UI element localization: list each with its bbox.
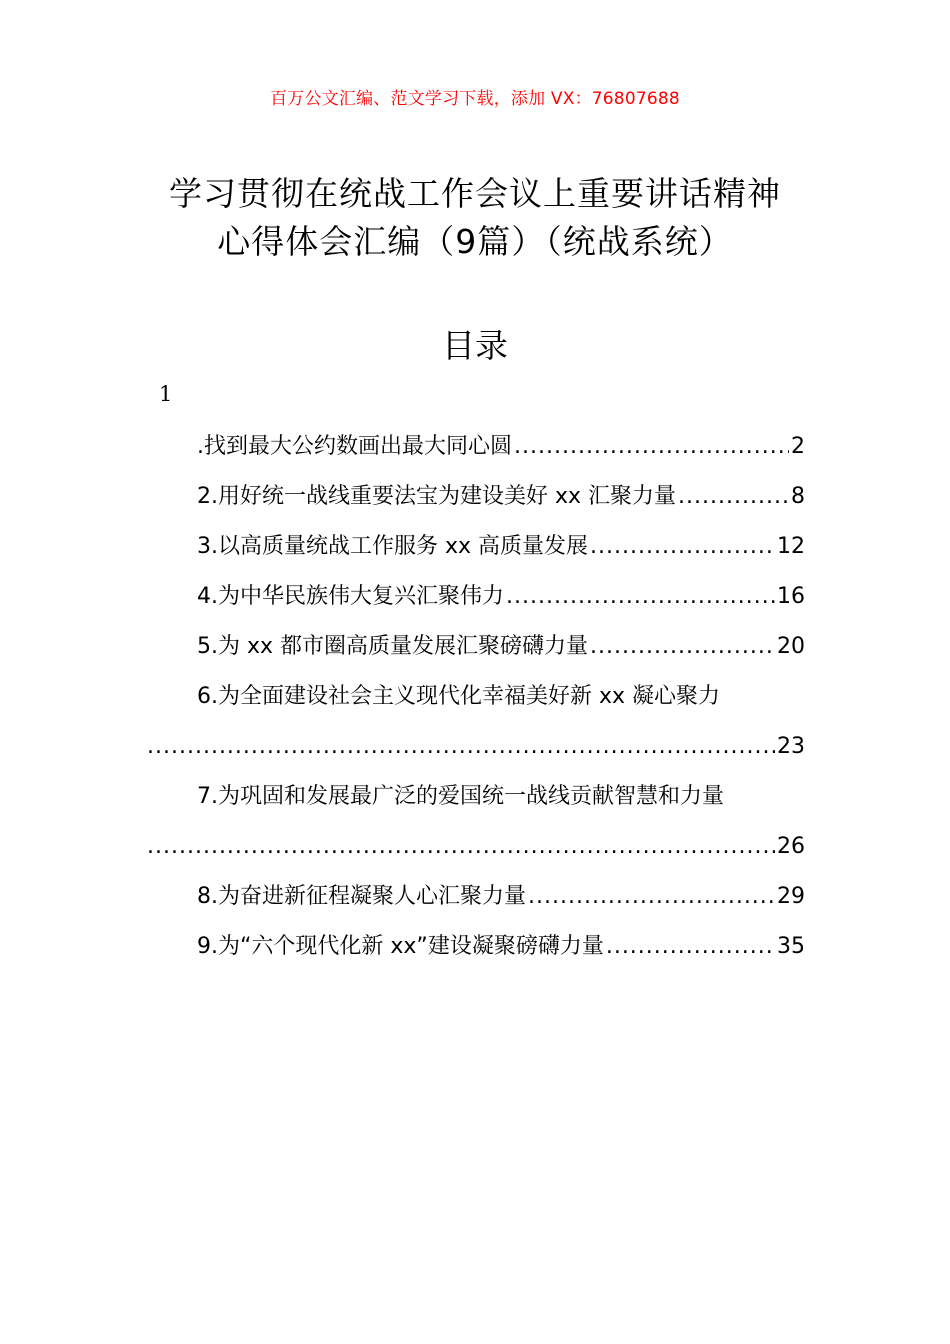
toc-entry-title: 7.为巩固和发展最广泛的爱国统一战线贡献智慧和力量 xyxy=(197,784,724,809)
toc-entry-title: 9.为“六个现代化新 xx”建设凝聚磅礴力量 xyxy=(197,934,604,959)
toc-leader-dots xyxy=(590,522,775,572)
toc-leader-dots xyxy=(506,572,775,622)
toc-entry[interactable] xyxy=(145,872,805,922)
toc-leader-dots xyxy=(678,472,789,522)
toc-entry-page: 29 xyxy=(777,884,805,909)
toc-leader-dots xyxy=(147,822,775,872)
toc-entry[interactable] xyxy=(145,522,805,572)
toc-entry-title: 5.为 xx 都市圈高质量发展汇聚磅礴力量 xyxy=(197,634,589,659)
toc-entry-page: 20 xyxy=(777,634,805,659)
toc-entry-title: 3.以高质量统战工作服务 xx 高质量发展 xyxy=(197,534,589,559)
toc-entry-title: 2.用好统一战线重要法宝为建设美好 xx 汇聚力量 xyxy=(197,484,677,509)
toc-leader-dots xyxy=(528,872,775,922)
toc-entry[interactable] xyxy=(145,622,805,672)
title-line-2: 心得体会汇编（9篇）（统战系统） xyxy=(217,222,733,261)
toc-entry-page: 23 xyxy=(777,734,805,759)
toc-entry-title: .找到最大公约数画出最大同心圆 xyxy=(197,434,512,459)
toc-entry-page: 8 xyxy=(791,484,805,509)
toc-entry[interactable] xyxy=(145,422,805,472)
toc-leader-dots xyxy=(147,722,775,772)
toc-entry[interactable] xyxy=(145,472,805,522)
toc-leader-dots xyxy=(590,622,775,672)
toc-entry[interactable] xyxy=(145,772,805,872)
toc-entry-page: 2 xyxy=(791,434,805,459)
stray-number: 1 xyxy=(159,382,173,406)
toc-entry-page: 35 xyxy=(777,934,805,959)
toc-entry[interactable] xyxy=(145,672,805,772)
toc-entry-title: 6.为全面建设社会主义现代化幸福美好新 xx 凝心聚力 xyxy=(197,684,721,709)
title-line-1: 学习贯彻在统战工作会议上重要讲话精神 xyxy=(169,174,781,213)
toc-entry[interactable] xyxy=(145,572,805,622)
toc-entry-page: 26 xyxy=(777,834,805,859)
toc-entry[interactable] xyxy=(145,922,805,972)
table-of-contents xyxy=(145,422,805,972)
toc-entry-page: 16 xyxy=(777,584,805,609)
toc-entry-title: 8.为奋进新征程凝聚人心汇聚力量 xyxy=(197,884,526,909)
toc-entry-page: 12 xyxy=(777,534,805,559)
toc-heading: 目录 xyxy=(442,326,508,365)
toc-leader-dots xyxy=(606,922,775,972)
document-title xyxy=(100,170,850,266)
header-note: 百万公文汇编、范文学习下载，添加 VX：76807688 xyxy=(270,89,680,109)
toc-entry-title: 4.为中华民族伟大复兴汇聚伟力 xyxy=(197,584,504,609)
toc-leader-dots xyxy=(514,422,789,472)
